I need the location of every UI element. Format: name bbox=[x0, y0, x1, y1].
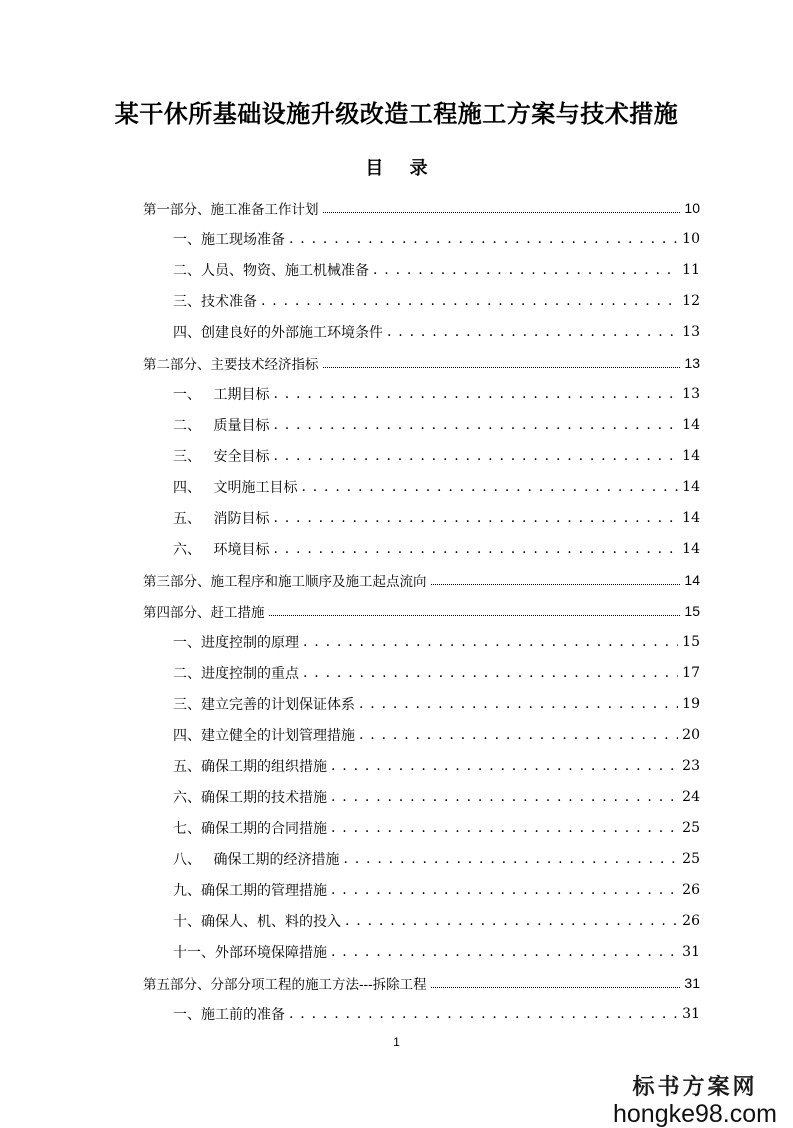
toc-entry-label: 六、 环境目标 bbox=[173, 541, 270, 558]
toc-leader-dots bbox=[273, 510, 678, 526]
toc-entry-page: 31 bbox=[682, 1005, 700, 1022]
toc-entry-page: 23 bbox=[682, 757, 700, 774]
toc-leader-dots bbox=[289, 1006, 678, 1022]
toc-section-entry[interactable] bbox=[143, 626, 700, 657]
toc-entry-page: 13 bbox=[682, 323, 700, 340]
document-title: 某干休所基础设施升级改造工程施工方案与技术措施 bbox=[114, 99, 679, 128]
toc-leader-dots bbox=[303, 665, 678, 681]
toc-leader-dots bbox=[331, 944, 678, 960]
table-of-contents bbox=[143, 192, 700, 1029]
toc-entry-page: 10 bbox=[684, 199, 700, 216]
toc-entry-page: 14 bbox=[682, 509, 700, 526]
toc-leader-dots bbox=[323, 212, 681, 213]
toc-entry-page: 13 bbox=[682, 385, 700, 402]
toc-section-entry[interactable] bbox=[143, 471, 700, 502]
toc-section-entry[interactable] bbox=[143, 874, 700, 905]
toc-section-entry[interactable] bbox=[143, 781, 700, 812]
toc-leader-dots bbox=[331, 820, 678, 836]
toc-section-entry[interactable] bbox=[143, 657, 700, 688]
toc-entry-label: 十一、外部环境保障措施 bbox=[173, 944, 327, 961]
toc-entry-page: 14 bbox=[684, 571, 700, 588]
toc-part-entry[interactable] bbox=[143, 967, 700, 998]
toc-entry-label: 第四部分、赶工措施 bbox=[143, 604, 265, 621]
toc-part-entry[interactable] bbox=[143, 347, 700, 378]
toc-leader-dots bbox=[387, 324, 678, 340]
toc-leader-dots bbox=[359, 696, 678, 712]
toc-entry-label: 三、建立完善的计划保证体系 bbox=[173, 696, 355, 713]
toc-entry-label: 一、进度控制的原理 bbox=[173, 634, 299, 651]
toc-leader-dots bbox=[273, 541, 678, 557]
toc-section-entry[interactable] bbox=[143, 223, 700, 254]
toc-entry-page: 14 bbox=[682, 447, 700, 464]
toc-entry-page: 25 bbox=[682, 850, 700, 867]
toc-entry-page: 24 bbox=[682, 788, 700, 805]
toc-entry-label: 二、人员、物资、施工机械准备 bbox=[173, 262, 369, 279]
toc-heading: 目 录 bbox=[365, 158, 428, 179]
toc-entry-page: 14 bbox=[682, 416, 700, 433]
toc-section-entry[interactable] bbox=[143, 502, 700, 533]
toc-section-entry[interactable] bbox=[143, 688, 700, 719]
toc-leader-dots bbox=[343, 851, 678, 867]
toc-part-entry[interactable] bbox=[143, 595, 700, 626]
toc-leader-dots bbox=[431, 987, 681, 988]
toc-leader-dots bbox=[273, 417, 678, 433]
toc-leader-dots bbox=[261, 293, 678, 309]
toc-section-entry[interactable] bbox=[143, 812, 700, 843]
toc-entry-label: 一、 工期目标 bbox=[173, 386, 270, 403]
toc-entry-label: 第五部分、分部分项工程的施工方法---拆除工程 bbox=[143, 976, 427, 993]
watermark-cn-text: 标书方案网 bbox=[632, 1074, 758, 1100]
toc-entry-page: 15 bbox=[682, 633, 700, 650]
toc-entry-label: 五、 消防目标 bbox=[173, 510, 270, 527]
toc-section-entry[interactable] bbox=[143, 936, 700, 967]
toc-section-entry[interactable] bbox=[143, 285, 700, 316]
toc-entry-page: 13 bbox=[684, 354, 700, 371]
toc-section-entry[interactable] bbox=[143, 905, 700, 936]
toc-section-entry[interactable] bbox=[143, 409, 700, 440]
toc-leader-dots bbox=[301, 479, 678, 495]
toc-entry-label: 第三部分、施工程序和施工顺序及施工起点流向 bbox=[143, 573, 427, 590]
toc-section-entry[interactable] bbox=[143, 843, 700, 874]
toc-entry-page: 17 bbox=[682, 664, 700, 681]
toc-section-entry[interactable] bbox=[143, 316, 700, 347]
toc-leader-dots bbox=[345, 913, 678, 929]
toc-entry-label: 四、创建良好的外部施工环境条件 bbox=[173, 324, 383, 341]
toc-part-entry[interactable] bbox=[143, 192, 700, 223]
toc-leader-dots bbox=[359, 727, 678, 743]
toc-section-entry[interactable] bbox=[143, 378, 700, 409]
watermark-logo bbox=[613, 1070, 777, 1127]
toc-entry-label: 四、建立健全的计划管理措施 bbox=[173, 727, 355, 744]
toc-entry-page: 26 bbox=[682, 912, 700, 929]
toc-part-entry[interactable] bbox=[143, 564, 700, 595]
toc-entry-label: 二、进度控制的重点 bbox=[173, 665, 299, 682]
toc-entry-page: 25 bbox=[682, 819, 700, 836]
toc-entry-page: 14 bbox=[682, 540, 700, 557]
toc-entry-page: 26 bbox=[682, 881, 700, 898]
toc-entry-label: 五、确保工期的组织措施 bbox=[173, 758, 327, 775]
toc-entry-label: 三、技术准备 bbox=[173, 293, 257, 310]
toc-leader-dots bbox=[303, 634, 678, 650]
toc-leader-dots bbox=[331, 882, 678, 898]
toc-section-entry[interactable] bbox=[143, 750, 700, 781]
toc-section-entry[interactable] bbox=[143, 254, 700, 285]
toc-entry-label: 一、施工前的准备 bbox=[173, 1006, 285, 1023]
toc-entry-label: 二、 质量目标 bbox=[173, 417, 270, 434]
toc-entry-label: 一、施工现场准备 bbox=[173, 231, 285, 248]
toc-leader-dots bbox=[431, 584, 681, 585]
toc-entry-label: 十、确保人、机、料的投入 bbox=[173, 913, 341, 930]
toc-entry-page: 15 bbox=[684, 602, 700, 619]
toc-entry-label: 九、确保工期的管理措施 bbox=[173, 882, 327, 899]
toc-entry-label: 八、 确保工期的经济措施 bbox=[173, 851, 340, 868]
toc-entry-page: 11 bbox=[682, 261, 700, 278]
toc-entry-page: 10 bbox=[682, 230, 700, 247]
toc-section-entry[interactable] bbox=[143, 719, 700, 750]
toc-leader-dots bbox=[331, 789, 678, 805]
toc-leader-dots bbox=[289, 231, 678, 247]
toc-entry-label: 第一部分、施工准备工作计划 bbox=[143, 201, 319, 218]
toc-entry-page: 20 bbox=[682, 726, 700, 743]
toc-entry-page: 31 bbox=[684, 974, 700, 991]
toc-leader-dots bbox=[273, 386, 678, 402]
toc-section-entry[interactable] bbox=[143, 998, 700, 1029]
toc-section-entry[interactable] bbox=[143, 440, 700, 471]
toc-entry-label: 七、确保工期的合同措施 bbox=[173, 820, 327, 837]
toc-entry-page: 14 bbox=[682, 478, 700, 495]
watermark-url-text: hongke98.com bbox=[612, 1100, 777, 1128]
toc-entry-page: 31 bbox=[682, 943, 700, 960]
toc-leader-dots bbox=[373, 262, 678, 278]
toc-leader-dots bbox=[273, 448, 678, 464]
toc-entry-label: 六、确保工期的技术措施 bbox=[173, 789, 327, 806]
toc-entry-label: 三、 安全目标 bbox=[173, 448, 270, 465]
toc-entry-page: 19 bbox=[682, 695, 700, 712]
toc-entry-label: 第二部分、主要技术经济指标 bbox=[143, 356, 319, 373]
toc-leader-dots bbox=[269, 615, 681, 616]
toc-entry-page: 12 bbox=[682, 292, 700, 309]
toc-leader-dots bbox=[323, 367, 681, 368]
page-number: 1 bbox=[393, 1035, 400, 1049]
toc-entry-label: 四、 文明施工目标 bbox=[173, 479, 298, 496]
toc-leader-dots bbox=[331, 758, 678, 774]
toc-section-entry[interactable] bbox=[143, 533, 700, 564]
